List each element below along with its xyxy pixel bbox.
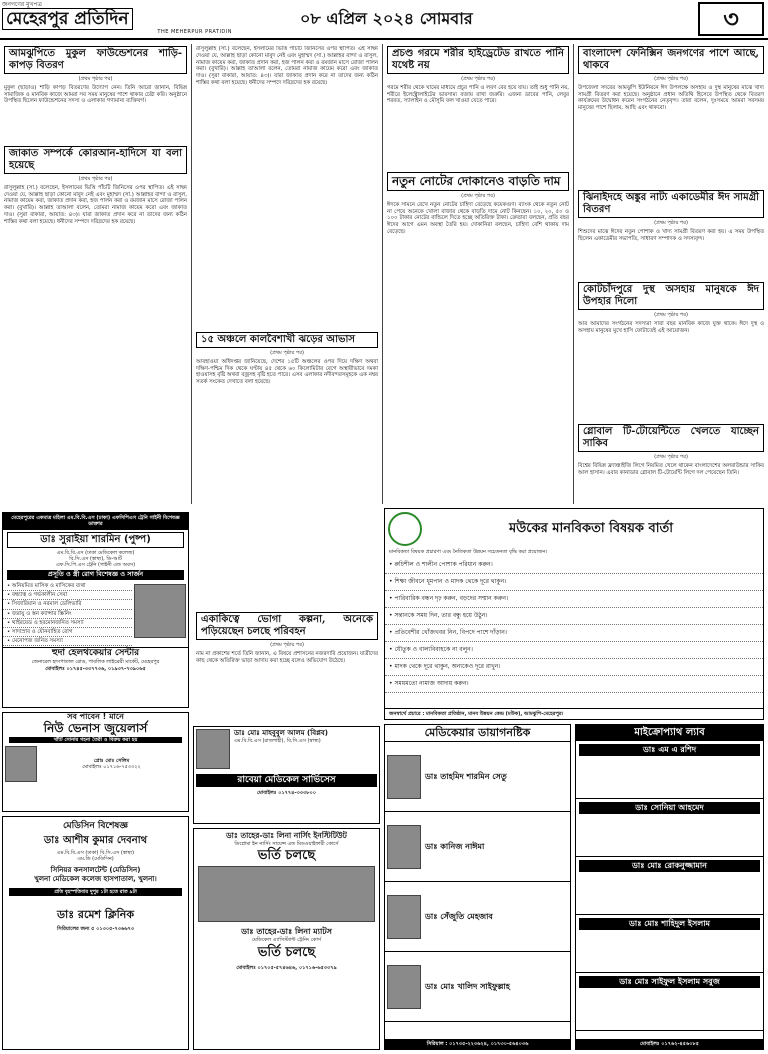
ad-new-venus-jewellers [2, 712, 189, 812]
headline: নতুন নোটের দোকানেও বাড়তি দাম [387, 172, 569, 191]
page-number: ৩ [698, 2, 764, 36]
doctor-name: ডাঃ সোনিয়া আহমেদ [579, 802, 760, 814]
ad-taher-lina-institute [193, 828, 380, 1050]
doctor-name: ডাঃ সুরাইয়া শারমিন (পুষ্প) [7, 532, 184, 548]
mucc-item: • যৌতুক ও বাল্যবিবাহকে না বলুন। [385, 642, 763, 659]
continued-label: (প্রথম পৃষ্ঠার পর) [654, 454, 688, 460]
doctor-name: ডাঃ মোঃ খালিদ সাইফুল্লাহ [425, 982, 510, 991]
doctor-name: ডাঃ মোঃ শাহিদুল ইসলাম [579, 918, 760, 930]
institute-name: ডাঃ তাহের-ডাঃ লিনা নার্সিং ইনস্টিটিউট [226, 831, 347, 840]
chamber-phone: মোবাইলঃ ০১৭৪৫-৩৩৭৭৩৬, ০১৯৩৭-৭৩৯০৬৫ [45, 665, 146, 672]
headline: আমঝুপিতে মুকুল ফাউন্ডেশনের শাড়ি-কাপড় বিতরণ [4, 46, 187, 74]
doctor-name: ডাঃ মোঃ সাইফুল ইসলাম সবুজ [579, 976, 760, 988]
article-body: শিশুদের মাঝে ঈদের নতুন পোশাক ও খাদ্য সামগ্রী বিতরণ করা হয়। এ সময় উপস্থিত ছিলেন একাডেমীর সভাপতি, সাধারণ সম্পাদক ও সদস্যবৃন্দ। [578, 228, 764, 242]
owner-name: প্রোঃ মোঃ সেলিম [93, 757, 130, 764]
headline: জাকাত সম্পর্কে কোরআন-হাদিসে যা বলা হয়েছে [4, 146, 187, 174]
continued-label: (প্রথম পৃষ্ঠার পর) [654, 76, 688, 82]
visit-time: প্রতি বৃহস্পতিবার দুপুর ১টা হতে রাত ৯টা [9, 888, 182, 896]
article-body: আর আমাদের সংগঠনের সদস্যরা সারা বছর মানবিক কাজে যুক্ত থাকে। ঈদে দুস্থ ও অসহায় মানুষের মুখে হাসি ফোটাতেই এই আয়োজন। [578, 320, 764, 334]
doctor-photo [387, 825, 421, 869]
doctor-card [576, 857, 763, 915]
newspaper-logo [2, 1, 238, 37]
chamber-address: জেনারেল হাসপাতাল রোড, পাবলিক লাইব্রেরী মার্কেট, মেহেরপুর [31, 659, 160, 666]
continued-label: (প্রথম পৃষ্ঠার পর) [461, 76, 495, 82]
article-body: বিশ্বের বিভিন্ন ফ্র্যাঞ্চাইজি লিগে নিয়মিত খেলে থাকেন বাংলাদেশের অলরাউন্ডার সাকিব আল হাসান। এবার কানাডার গ্লোবাল টি-টোয়েন্টি লিগে দল পেয়েছেন তিনি। [578, 462, 764, 476]
headline: বাংলাদেশ ফেনিক্সিন জনগণের পাশে আছে, থাকবে [578, 46, 764, 74]
column-rule [382, 44, 383, 504]
lab-phone: মোবাইলঃ ০১৭৬২-৪৫৬০৮৫ [576, 1039, 763, 1049]
tagline: জনগণের মুখপত্র [2, 1, 42, 8]
doctor-speciality: প্রসূতি ও স্ত্রী রোগ বিশেষজ্ঞ ও সার্জন [7, 570, 184, 580]
doctor-photo [196, 729, 230, 769]
article-transport [196, 612, 378, 722]
doctor-card [576, 915, 763, 973]
owner-photo [5, 746, 37, 782]
mucc-logo-icon [388, 512, 422, 546]
admission-label: ভর্তি চলছে [257, 848, 316, 864]
ad-micropath-lab [575, 724, 764, 1050]
continued-label: (প্রথম পৃষ্ঠার পর) [654, 220, 688, 226]
continued-label: (প্রথম পৃষ্ঠার পর) [461, 193, 495, 199]
newspaper-title: মেহেরপুর প্রতিদিন [2, 8, 133, 30]
doctor-post: সিনিয়র কনসালটেন্ট (মেডিসিন) খুলনা মেডিকেল কলেজ হাসপাতাল, খুলনা। [34, 865, 157, 883]
speciality: মেডিসিন বিশেষজ্ঞ [63, 821, 128, 831]
mucc-item: • রুচিশীল ও শালীন পোশাক পরিধান করুন। [385, 557, 763, 574]
headline: ঝিনাইদহে অঙ্কুর নাট্য একাডেমীর ঈদ সামগ্রী বিতরণ [578, 190, 764, 218]
doctor-name: ডাঃ আশীষ কুমার দেবনাথ [43, 835, 148, 846]
continued-label: (প্রথম পৃষ্ঠার পর) [270, 350, 304, 356]
institute-phone: মোবাইলঃ ০১৭০৫-৫৭৪৬৪৬, ০১৭১৬-৬৫৩৩৭৯ [236, 964, 337, 971]
doctor-card [576, 741, 763, 799]
headline: ১৫ অঞ্চলে কালবৈশাখী ঝড়ের আভাস [196, 332, 378, 348]
serial-phone: সিরিয়ালের জন্য ৫ ০১৩০৫-৭৩৬৬৭৩ [57, 925, 134, 932]
doctor-name: ডাঃ কানিজ নাঈমা [425, 842, 485, 851]
article-kalbaishakhi [196, 332, 378, 608]
clinic-name: ডাঃ রমেশ ক্লিনিক [56, 907, 135, 921]
doctor-name: ডাঃ সেঁজুতি মেহজাব [425, 912, 493, 921]
article-heat-hydration [387, 46, 569, 166]
continued-label: (প্রথম পৃষ্ঠার পর) [270, 642, 304, 648]
mucc-item: • শিক্ষা জীবনে ধূমপান ও মাদক থেকে দূরে থাকুন। [385, 574, 763, 591]
ad-dr-mahbub [193, 726, 380, 824]
doctor-photo [387, 965, 421, 1009]
clinic-name: রাবেয়া মেডিকেল সার্ভিসেস [196, 774, 377, 787]
shop-name: নিউ ভেনাস জুয়েলার্স [43, 720, 148, 735]
mucc-intro: মানবিকতা বিষয়ক প্রচারণা এবং নৈতিকতা উন্নয়ন সচেতনতা বৃদ্ধি করা প্রয়োজন। [389, 549, 548, 555]
doctor-name: ডাঃ এম এ রশিদ [579, 744, 760, 756]
service-items [3, 582, 132, 646]
shop-tagline: খাঁটি সোনার গহনা তৈরী ও বিক্রয় করা হয় [9, 737, 182, 743]
newspaper-title-en: THE MEHERPUR PRATIDIN [157, 29, 232, 35]
ad-top-line: সব পাবেন ! মানে [67, 712, 124, 721]
article-phenixin [578, 46, 764, 186]
article-zakat [4, 146, 187, 508]
mucc-item: • সন্তানকে সময় দিন, তার বন্ধু হয়ে উঠুন। [385, 608, 763, 625]
doctor-card [385, 742, 570, 812]
headline: প্রচণ্ড গরমে শরীর হাইড্রেটেড রাখতে পানি যথেষ্ট নয় [387, 46, 569, 74]
continued-label: (প্রথম পৃষ্ঠার পর) [654, 312, 688, 318]
chamber-name: হুদা হেলথকেয়ার সেন্টার [3, 647, 188, 659]
article-kotchandpur-gift [578, 282, 764, 420]
admission-label-2: ভর্তি চলছে [257, 944, 316, 960]
headline: কোটচাঁদপুরে দুস্থ অসহায় মানুষকে ঈদ উপহার দিলো [578, 282, 764, 310]
doctor-degree: এম.বি.বি.এস (ঢাকা) বি.সি.এস (স্বাস্থ্য) এম.ডি (মেডিসিন) [56, 850, 135, 863]
mucc-footer: জনস্বার্থে প্রচারে : মানবিকতা প্রতিষ্ঠান, মানব উন্নয়ন কেন্দ্র (মউক), আমঝুপি-মেহেরপুর। [385, 708, 763, 719]
doctor-photo [387, 755, 421, 799]
article-body: গরমে শরীর থেকে ঘামের মাধ্যমে প্রচুর পানি ও লবণ বের হয়ে যায়। তাই শুধু পানি নয়, শরীরে ইলেক্ট্রোলাইটের ভারসাম্য বজায় রাখা জরুরি। এজন্য ডাবের পানি, লেবুর শরবত, স্যালাইন ও মৌসুমি ফল খাওয়া যেতে পারে। [387, 84, 569, 105]
service-item: • থাইরয়েড ও হরমোনজনিত সমস্যা [3, 619, 132, 628]
service-item: • বন্ধ্যাত্ব ও গর্ভকালীন সেবা [3, 591, 132, 600]
clinic-phone: মোবাইলঃ ০১৭৭৪-৩৩৩৮০০ [256, 790, 317, 796]
doctor-photo [387, 895, 421, 939]
service-item: • মেনোপজ জনিত সমস্যা [3, 637, 132, 646]
article-body: উপজেলা সদরের আমঝুপি ইউনিয়নে ঈদ উপলক্ষে অসহায় ও দুস্থ মানুষের মাঝে খাদ্য সামগ্রী বিতরণ করা হয়েছে। অনুষ্ঠানে প্রধান অতিথি হিসেবে উপস্থিত থেকে বিতরণ কার্যক্রমের উদ্বোধন করেন সংগঠনের নেতৃবৃন্দ। তারা বলেন, দুঃসময়ে আমরা সবসময় মানুষের পাশে ছিলাম, আছি এবং থাকবো। [578, 84, 764, 112]
article-body: ঈদকে সামনে রেখে নতুন নোটের চাহিদা বেড়েছে কয়েকগুণ। ব্যাংক থেকে নতুন নোট না পেয়ে অনেকে খোলা বাজার থেকে বাড়তি দামে নোট কিনছেন। ১০, ২০, ৫০ ও ১০০ টাকার নোটের বান্ডিলে দিতে হচ্ছে অতিরিক্ত টাকা। ক্রেতারা বলছেন, প্রতি বছর ঈদের আগে এমন অবস্থা তৈরি হয়। দোকানিরা বলছেন, চাহিদা বেশি থাকায় দাম বেড়েছে। [387, 201, 569, 235]
service-item: • জরায়ু ও স্তন ক্যান্সার স্ক্রিনিং [3, 610, 132, 619]
doctor-name: ডাঃ মোঃ রোকনুজ্জামান [579, 860, 760, 872]
course-name: ডিপ্লোমা ইন নার্সিং সায়েন্স এন্ড মিডওয়াইফারী কোর্সে [234, 841, 339, 847]
doctor-card [385, 812, 570, 882]
doctor-card [385, 952, 570, 1022]
masthead [0, 0, 768, 40]
mucc-item: • মাদক থেকে দূরে থাকুন, অন্যকেও দূরে রাখুন। [385, 659, 763, 676]
article-body: রাসুলুল্লাহ (সা.) বলেছেন, ইসলামের ভিত্তি পাঁচটি জিনিসের ওপর স্থাপিত। এই সাক্ষ্য দেওয়া যে, আল্লাহ ছাড়া কোনো মাবুদ নেই এবং মুহাম্মদ (সা.) আল্লাহর বান্দা ও রাসুল, নামাজ কায়েম করা, জাকাত প্রদান করা, হজ পালন করা ও রমজান মাসে রোজা পালন করা। (বুখারি)। আল্লাহ তাআলা বলেন, তোমরা নামাজ কায়েম করো এবং জাকাত দাও। (সুরা বাকারা, আয়াত: ৪৩)। যারা জাকাত প্রদান করে না তাদের জন্য কঠিন শাস্তির কথা বলা হয়েছে। ধনীদের সম্পদে দরিদ্রদের হক রয়েছে। [196, 46, 378, 86]
serial-phone: সিরিয়াল : ০১৭৩৫-২২৩৬২৪, ০১৭৩০-৫৬৪০৩৬ [385, 1039, 570, 1049]
mucc-item-list [385, 557, 763, 693]
ad-dr-suraiya [2, 512, 189, 708]
column-rule [191, 44, 192, 504]
group-photo [198, 866, 375, 922]
mucc-item: • সময়মতো নামাজ আদায় করুন। [385, 676, 763, 693]
service-item: • সিজারিয়ান ও নরমাল ডেলিভারি [3, 600, 132, 609]
article-new-notes [387, 172, 569, 500]
ad-dr-ashish [2, 816, 189, 1050]
doctor-name: ডাঃ মোঃ মাহবুবুল আলম (বিপ্লব) [234, 729, 328, 737]
doctor-degree: এম.বি.বি.এস (রাজশাহী), বি.সি.এস (স্বাস্থ্য) [234, 738, 321, 744]
doctor-list [576, 741, 763, 1031]
doctor-name: ডাঃ তাহমিদ শারমিন সেতু [425, 772, 507, 781]
headline: গ্লোবাল টি-টোয়েন্টিতে খেলতে যাচ্ছেন সাকিব [578, 424, 764, 452]
article-body: রাসুলুল্লাহ (সা.) বলেছেন, ইসলামের ভিত্তি পাঁচটি জিনিসের ওপর স্থাপিত। এই সাক্ষ্য দেওয়া যে, আল্লাহ ছাড়া কোনো মাবুদ নেই এবং মুহাম্মদ (সা.) আল্লাহর বান্দা ও রাসুল, নামাজ কায়েম করা, জাকাত প্রদান করা, হজ পালন করা ও রমজান মাসে রোজা পালন করা। (বুখারি)। আল্লাহ তাআলা বলেন, তোমরা নামাজ কায়েম করো এবং জাকাত দাও। (সুরা বাকারা, আয়াত: ৪৩)। যারা জাকাত প্রদান করে না তাদের জন্য কঠিন শাস্তির কথা বলা হয়েছে। ধনীদের সম্পদে দরিদ্রদের হক রয়েছে। [4, 184, 187, 225]
article-body: মুকুল (ছাড়াও) শাড়ি কাপড় বিতরণের উদ্যোগ নেন। তিনি আরো জানান, বিভিন্ন সামাজিক ও মানবিক কাজে আমরা সব সময় মানুষের পাশে থাকার চেষ্টা করি। অনুষ্ঠানে উপস্থিত ছিলেন ফাউন্ডেশনের সদস্য ও এলাকার গণ্যমান্য ব্যক্তিবর্গ। [4, 84, 187, 105]
ad-medicare-diagnostic [384, 724, 571, 1050]
mucc-item: • প্রতিবেশীর খোঁজখবর নিন, বিপদে পাশে দাঁড়ান। [385, 625, 763, 642]
mats-course: মেডিকেল এ্যাসিস্ট্যান্ট ট্রেনিং কোর্স [251, 937, 322, 944]
article-saree-distribution [4, 46, 187, 142]
mats-name: ডাঃ তাহের-ডাঃ লিনা ম্যাটস [241, 927, 332, 937]
column-rule [573, 44, 574, 504]
doctor-card [576, 973, 763, 1031]
dateline: ০৮ এপ্রিল ২০২৪ সোমবার [300, 9, 473, 28]
article-column2-continuation [196, 46, 378, 324]
ad-mucc-message [384, 508, 764, 720]
doctor-card [576, 799, 763, 857]
service-item: • অনিয়মিত মাসিক ও মাসিকের ব্যথা [3, 582, 132, 591]
doctor-degree: এম.বি.বি.এস (ঢাকা মেডিকেল কলেজ) বি.সি.এস (স্বাস্থ্য), ডি-আর্ট এফ.সি.পি.এস ট্রেনি (গাইনী এন্ড অবস) [55, 549, 136, 569]
continued-label: (প্রথম পৃষ্ঠার পর) [78, 176, 113, 182]
service-list [3, 582, 188, 646]
lab-name: মাইক্রোপ্যাথ ল্যাব [576, 725, 763, 741]
doctor-photo [134, 584, 186, 638]
ad-top-line: মেহেরপুরের একমাত্র মহিলা এম.বি.বি.এস (ঢাকা) এফসিপিএস ট্রেনি গাইনী বিশেষজ্ঞ ডাক্তার [3, 513, 188, 530]
continued-label: (প্রথম পৃষ্ঠার পর) [78, 76, 113, 82]
shop-phone: মোবাইলঃ ০১৭১৬-৭৫৩৩২২ [82, 763, 141, 770]
mucc-headline: মউকের মানবিকতা বিষয়ক বার্তা [508, 521, 674, 537]
jewel-owner-row [3, 744, 188, 784]
article-body: নাম না প্রকাশের শর্তে তিনি জানান, এ বিষয়ে প্রশাসনের নজরদারি প্রয়োজন। যাত্রীদের কাছ থেকে অতিরিক্ত ভাড়া আদায় করা হচ্ছে বলেও অভিযোগ উঠেছে। [196, 650, 378, 664]
headline: একাকিত্বে ভোগা কল্পনা, অনেকে পড়িয়েছেন চলছে পরিবহন [196, 612, 378, 640]
doctor-list [385, 742, 570, 1022]
service-item: • সাদাস্রাব ও যৌনবাহিত রোগ [3, 628, 132, 637]
article-ankur-eid [578, 190, 764, 278]
article-shakib-t20 [578, 424, 764, 504]
doctor-card [385, 882, 570, 952]
diagnostic-name: মেডিকেয়ার ডায়াগনষ্টিক [385, 725, 570, 742]
article-body: আবহাওয়া অধিদপ্তর জানিয়েছে, দেশের ১৫টি অঞ্চলের ওপর দিয়ে দক্ষিণ অথবা দক্ষিণ-পশ্চিম দিক থেকে ঘণ্টায় ৪৫ থেকে ৬০ কিলোমিটার বেগে অস্থায়ীভাবে দমকা হাওয়াসহ বৃষ্টি অথবা বজ্রসহ বৃষ্টি হতে পারে। এসব এলাকার নদীবন্দরসমূহকে এক নম্বর সতর্ক সংকেত দেখাতে বলা হয়েছে। [196, 358, 378, 386]
mucc-item: • পারিবারিক বন্ধন দৃঢ় করুন, বড়দের সম্মান করুন। [385, 591, 763, 608]
